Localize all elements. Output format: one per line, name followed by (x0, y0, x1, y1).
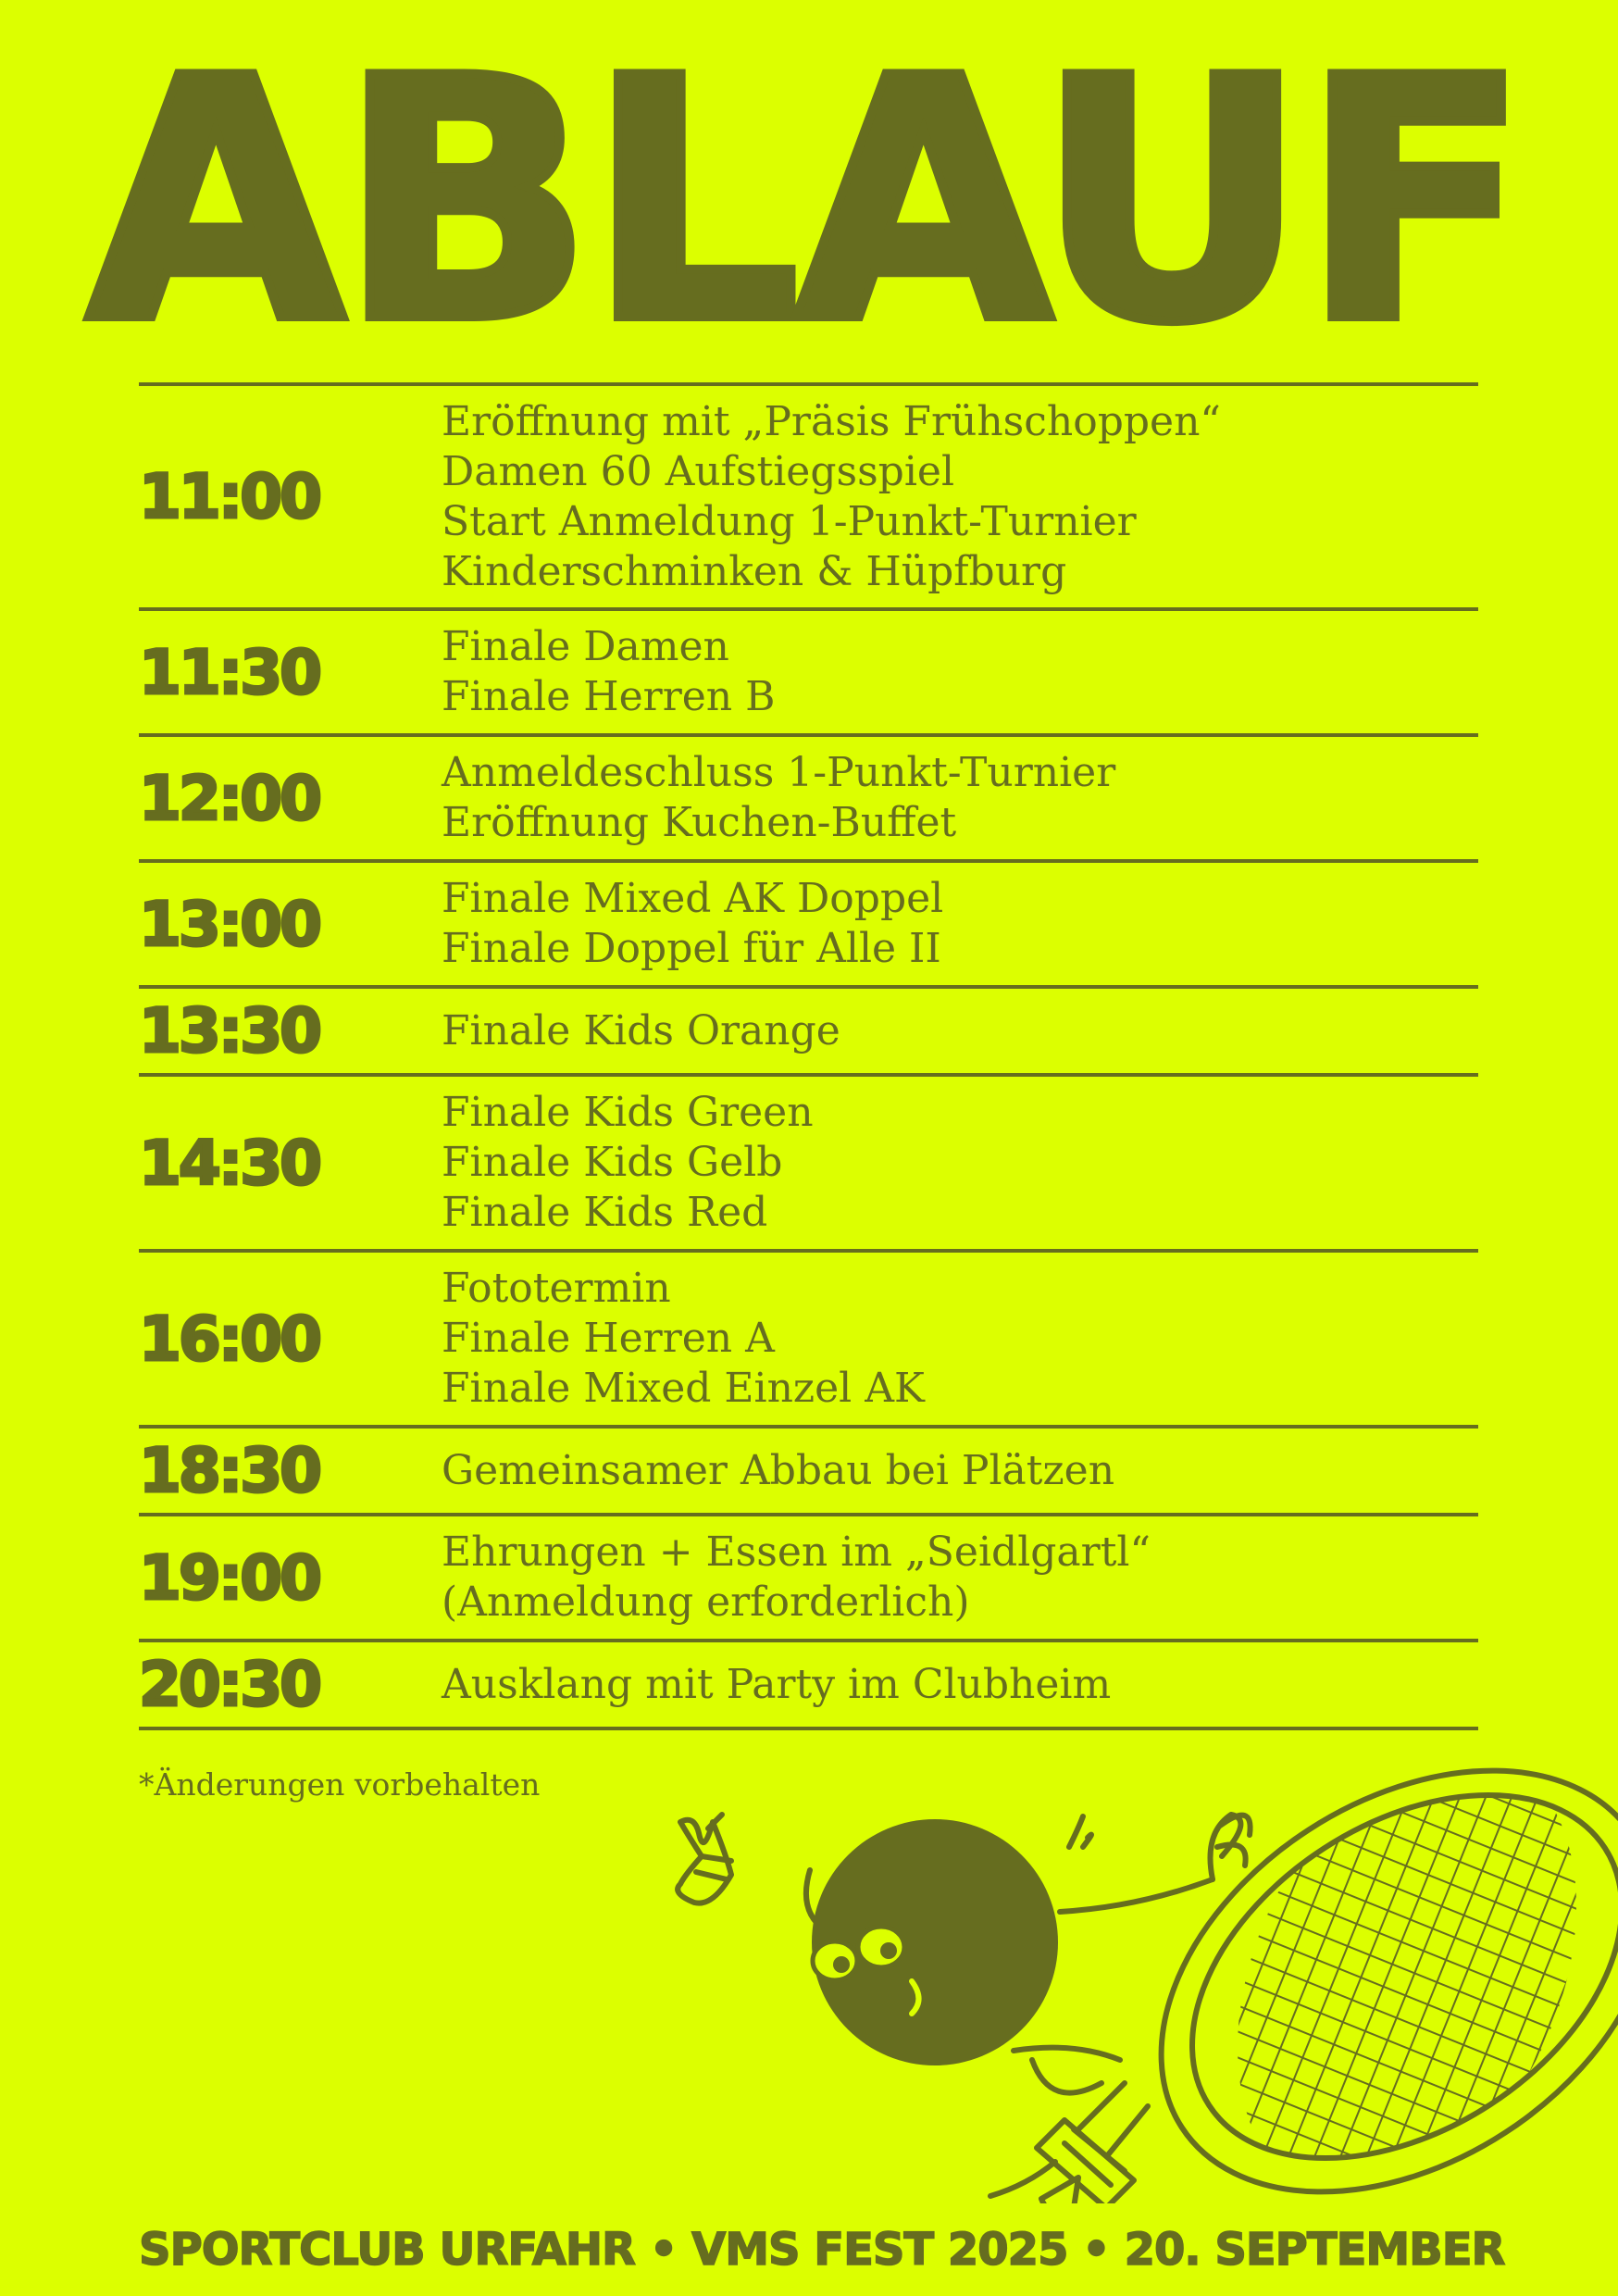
schedule-row (139, 1642, 1478, 1730)
schedule-row (139, 1253, 1478, 1429)
schedule-time: 11:30 (139, 636, 320, 708)
disclaimer-note: *Änderungen vorbehalten (139, 1766, 541, 1803)
schedule-event: Finale Kids Orange (442, 1006, 840, 1054)
schedule-event: Finale Mixed AK Doppel (442, 875, 944, 922)
schedule-event: Finale Kids Green (442, 1089, 814, 1136)
schedule-events (442, 1088, 814, 1238)
schedule-time: 13:00 (139, 888, 320, 960)
schedule-events (442, 622, 775, 722)
schedule-row (139, 1077, 1478, 1253)
schedule-event: Start Anmeldung 1-Punkt-Turnier (442, 497, 1137, 545)
schedule-event: Finale Herren B (442, 673, 776, 720)
schedule-event: Eröffnung Kuchen-Buffet (442, 799, 957, 846)
schedule-event: Damen 60 Aufstiegsspiel (442, 447, 955, 495)
schedule-table (139, 382, 1478, 1730)
schedule-time: 12:00 (139, 762, 320, 834)
schedule-row (139, 611, 1478, 737)
schedule-event: Finale Kids Red (442, 1189, 768, 1236)
schedule-time: 18:30 (139, 1435, 320, 1506)
schedule-event: Finale Herren A (442, 1315, 775, 1362)
schedule-event: Kinderschminken & Hüpfburg (442, 547, 1067, 595)
schedule-time: 14:30 (139, 1127, 320, 1199)
schedule-events (442, 874, 943, 974)
schedule-event: (Anmeldung erforderlich) (442, 1578, 970, 1626)
schedule-event: Ausklang mit Party im Clubheim (442, 1660, 1112, 1708)
page-title (86, 6, 1525, 395)
schedule-events (442, 1446, 1114, 1496)
schedule-events (442, 1006, 840, 1056)
schedule-time: 20:30 (139, 1649, 320, 1720)
schedule-event: Ehrungen + Essen im „Seidlgartl“ (442, 1529, 1151, 1576)
schedule-row (139, 1516, 1478, 1642)
footer-banner: SPORTCLUB URFAHR • VMS FEST 2025 • 20. SEPTEMBER (139, 2224, 1505, 2276)
schedule-row (139, 386, 1478, 611)
schedule-time: 19:00 (139, 1541, 320, 1614)
schedule-event: Eröffnung mit „Präsis Frühschoppen“ (442, 397, 1221, 445)
schedule-event: Finale Mixed Einzel AK (442, 1365, 925, 1412)
schedule-row (139, 737, 1478, 863)
title-text: ABLAUF (86, 6, 1525, 395)
schedule-row (139, 989, 1478, 1077)
schedule-events (442, 1264, 925, 1414)
schedule-events (442, 397, 1221, 597)
tennis-ball-mascot-with-racket-icon (648, 1741, 1618, 2203)
schedule-events (442, 748, 1115, 848)
schedule-time: 16:00 (139, 1303, 320, 1375)
schedule-events (442, 1528, 1151, 1628)
schedule-event: Finale Kids Gelb (442, 1139, 783, 1186)
schedule-event: Gemeinsamer Abbau bei Plätzen (442, 1446, 1115, 1494)
schedule-events (442, 1660, 1111, 1710)
schedule-row (139, 863, 1478, 989)
schedule-event: Fototermin (442, 1265, 671, 1312)
schedule-row (139, 1429, 1478, 1516)
schedule-time: 13:30 (139, 995, 320, 1067)
schedule-event: Finale Damen (442, 623, 729, 670)
schedule-event: Finale Doppel für Alle II (442, 925, 941, 972)
schedule-time: 11:00 (139, 461, 320, 532)
schedule-event: Anmeldeschluss 1-Punkt-Turnier (442, 749, 1116, 796)
